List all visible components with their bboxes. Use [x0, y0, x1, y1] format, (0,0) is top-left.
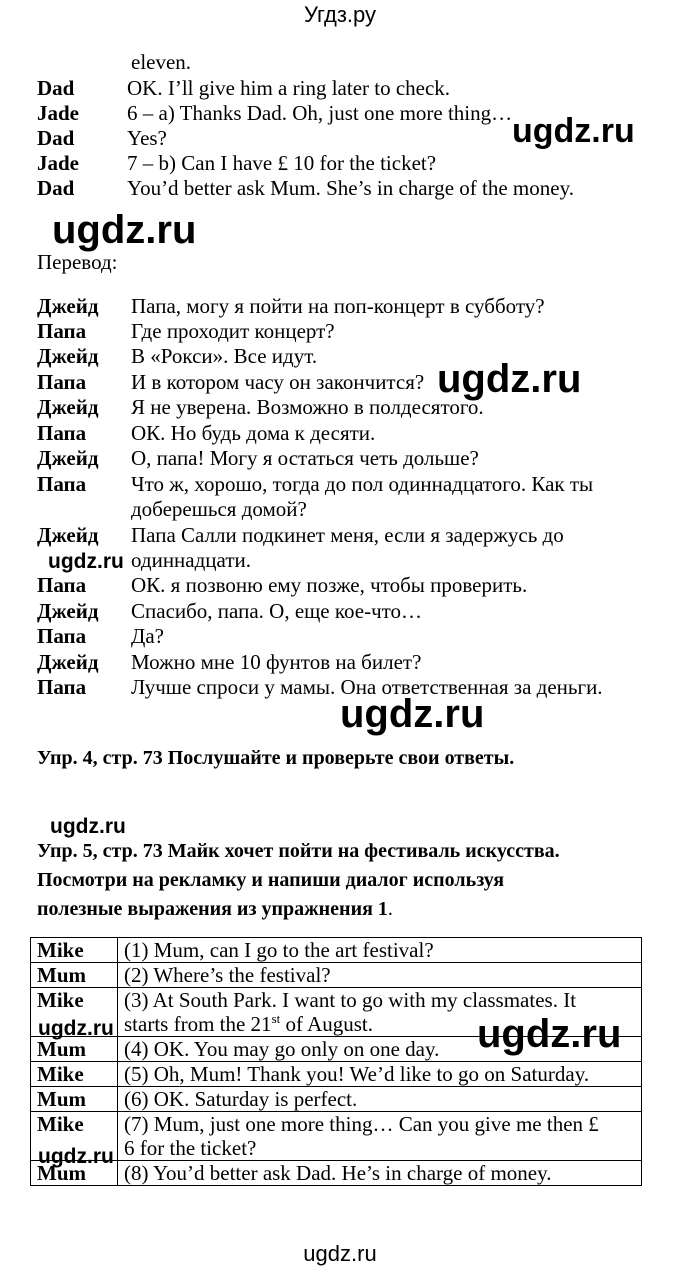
- speaker: Папа: [37, 472, 87, 496]
- speaker: Папа: [37, 675, 87, 699]
- line-cell: (5) Oh, Mum! Thank you! We’d like to go on Saturday.: [118, 1062, 642, 1087]
- watermark: ugdz.ru: [437, 357, 582, 401]
- watermark: ugdz.ru: [50, 815, 126, 838]
- table-row: [31, 1161, 642, 1186]
- heading-period: .: [387, 898, 393, 920]
- speaker-cell: Mike: [31, 1062, 118, 1087]
- speaker: Dad: [37, 176, 75, 200]
- speaker-cell: Mum: [31, 963, 118, 988]
- translation-line: [37, 395, 484, 419]
- speaker-cell: Mike: [31, 1112, 118, 1161]
- line-text-2: starts from the 21: [124, 1012, 272, 1036]
- translation-line: [37, 650, 421, 674]
- line-cell: (4) OK. You may go only on one day.: [118, 1037, 642, 1062]
- line-text: Где проходит концерт?: [131, 319, 335, 343]
- speaker: Джейд: [37, 395, 99, 419]
- speaker: Папа: [37, 370, 87, 394]
- dialogue-line: [37, 126, 167, 150]
- speaker: Джейд: [37, 650, 99, 674]
- line-continuation: одиннадцати.: [131, 548, 251, 572]
- watermark: ugdz.ru: [512, 112, 635, 150]
- line-text: ОК. Но будь дома к десяти.: [131, 421, 376, 445]
- exercise-5-heading-line1: Упр. 5, стр. 73 Майк хочет пойти на фестиваль искусства.: [37, 840, 560, 862]
- line-text: 7 – b) Can I have £ 10 for the ticket?: [127, 151, 437, 175]
- speaker: Джейд: [37, 523, 99, 547]
- line-text: О, папа! Могу я остаться четь дольше?: [131, 446, 479, 470]
- speaker-cell: Mum: [31, 1087, 118, 1112]
- speaker: Папа: [37, 573, 87, 597]
- line-text: Лучше спроси у мамы. Она ответственная за деньги.: [131, 675, 603, 699]
- line-text: Можно мне 10 фунтов на билет?: [131, 650, 422, 674]
- line-text: В «Рокси». Все идут.: [131, 344, 318, 368]
- ordinal-suffix: st: [271, 1011, 281, 1026]
- table-row: [31, 1087, 642, 1112]
- translation-line: [37, 624, 164, 648]
- speaker: Джейд: [37, 446, 99, 470]
- line-text: Папа Салли подкинет меня, если я задержусь до: [131, 523, 564, 547]
- translation-line: [37, 599, 422, 623]
- line-text: Да?: [131, 624, 164, 648]
- speaker-cell: Mum: [31, 1161, 118, 1186]
- table-row: [31, 963, 642, 988]
- line-cell: (8) You’d better ask Dad. He’s in charge of money.: [118, 1161, 642, 1186]
- dialogue-line: [37, 76, 450, 100]
- table-row: [31, 1062, 642, 1087]
- exercise-5-heading-line3: [37, 897, 393, 922]
- line-text: Я не уверена. Возможно в полдесятого.: [131, 395, 484, 419]
- translation-line: [37, 344, 317, 368]
- speaker: Dad: [37, 76, 75, 100]
- line-text: You’d better ask Mum. She’s in charge of the money.: [127, 176, 574, 200]
- exercise-5-heading-line2: Посмотри на рекламку и напиши диалог используя: [37, 869, 505, 891]
- speaker: Jade: [37, 101, 79, 125]
- translation-line: [37, 675, 603, 699]
- dialogue-line: [37, 151, 436, 175]
- translation-line: [37, 472, 593, 496]
- line-continuation: доберешься домой?: [131, 497, 307, 521]
- translation-line: [37, 523, 564, 547]
- watermark: ugdz.ru: [340, 692, 485, 736]
- speaker-cell: Mum: [31, 1037, 118, 1062]
- speaker: Джейд: [37, 599, 99, 623]
- dialogue-line: [37, 176, 574, 200]
- translation-label: Перевод:: [37, 250, 118, 274]
- speaker: Джейд: [37, 294, 99, 318]
- speaker: Dad: [37, 126, 75, 150]
- site-header: Угдз.ру: [303, 2, 377, 27]
- line-cell: (2) Where’s the festival?: [118, 963, 642, 988]
- line-text: И в котором часу он закончится?: [131, 370, 425, 394]
- speaker: Папа: [37, 319, 87, 343]
- translation-line: [37, 573, 527, 597]
- watermark: ugdz.ru: [38, 1017, 114, 1040]
- watermark: ugdz.ru: [477, 1012, 622, 1056]
- translation-line: [37, 319, 335, 343]
- table-row: [31, 938, 642, 963]
- speaker: Папа: [37, 421, 87, 445]
- table-row: [31, 1112, 642, 1161]
- site-footer: ugdz.ru: [303, 1241, 377, 1266]
- line-cell: (6) OK. Saturday is perfect.: [118, 1087, 642, 1112]
- line-text-2: 6 for the ticket?: [124, 1136, 257, 1160]
- continuation-text: eleven.: [131, 50, 192, 74]
- dialogue-line: [37, 101, 512, 125]
- line-text: Yes?: [127, 126, 167, 150]
- line-text: OK. I’ll give him a ring later to check.: [127, 76, 451, 100]
- heading-text: полезные выражения из упражнения 1: [37, 898, 388, 920]
- exercise-4-heading: Упр. 4, стр. 73 Послушайте и проверьте свои ответы.: [37, 747, 515, 769]
- translation-line: [37, 294, 545, 318]
- speaker: Папа: [37, 624, 87, 648]
- speaker: Джейд: [37, 344, 99, 368]
- speaker-cell: Mike: [31, 988, 118, 1037]
- speaker: Jade: [37, 151, 79, 175]
- line-cell: [118, 1112, 642, 1161]
- translation-line: [37, 370, 424, 394]
- line-text: (7) Mum, just one more thing… Can you give me then £: [124, 1112, 599, 1136]
- watermark: ugdz.ru: [52, 208, 197, 252]
- line-text: Спасибо, папа. О, еще кое-что…: [131, 599, 423, 623]
- speaker-cell: Mike: [31, 938, 118, 963]
- watermark: ugdz.ru: [48, 550, 124, 573]
- line-text-3: of August.: [280, 1012, 373, 1036]
- line-text: (3) At South Park. I want to go with my classmates. It: [124, 988, 577, 1012]
- translation-line: [37, 421, 375, 445]
- watermark: ugdz.ru: [38, 1145, 114, 1168]
- line-text: 6 – a) Thanks Dad. Oh, just one more thing…: [127, 101, 513, 125]
- line-text: Что ж, хорошо, тогда до пол одиннадцатого. Как ты: [131, 472, 594, 496]
- line-text: Папа, могу я пойти на поп-концерт в субботу?: [131, 294, 545, 318]
- line-cell: (1) Mum, can I go to the art festival?: [118, 938, 642, 963]
- dialogue-table: [30, 937, 642, 1186]
- line-text: ОК. я позвоню ему позже, чтобы проверить.: [131, 573, 528, 597]
- translation-line: [37, 446, 479, 470]
